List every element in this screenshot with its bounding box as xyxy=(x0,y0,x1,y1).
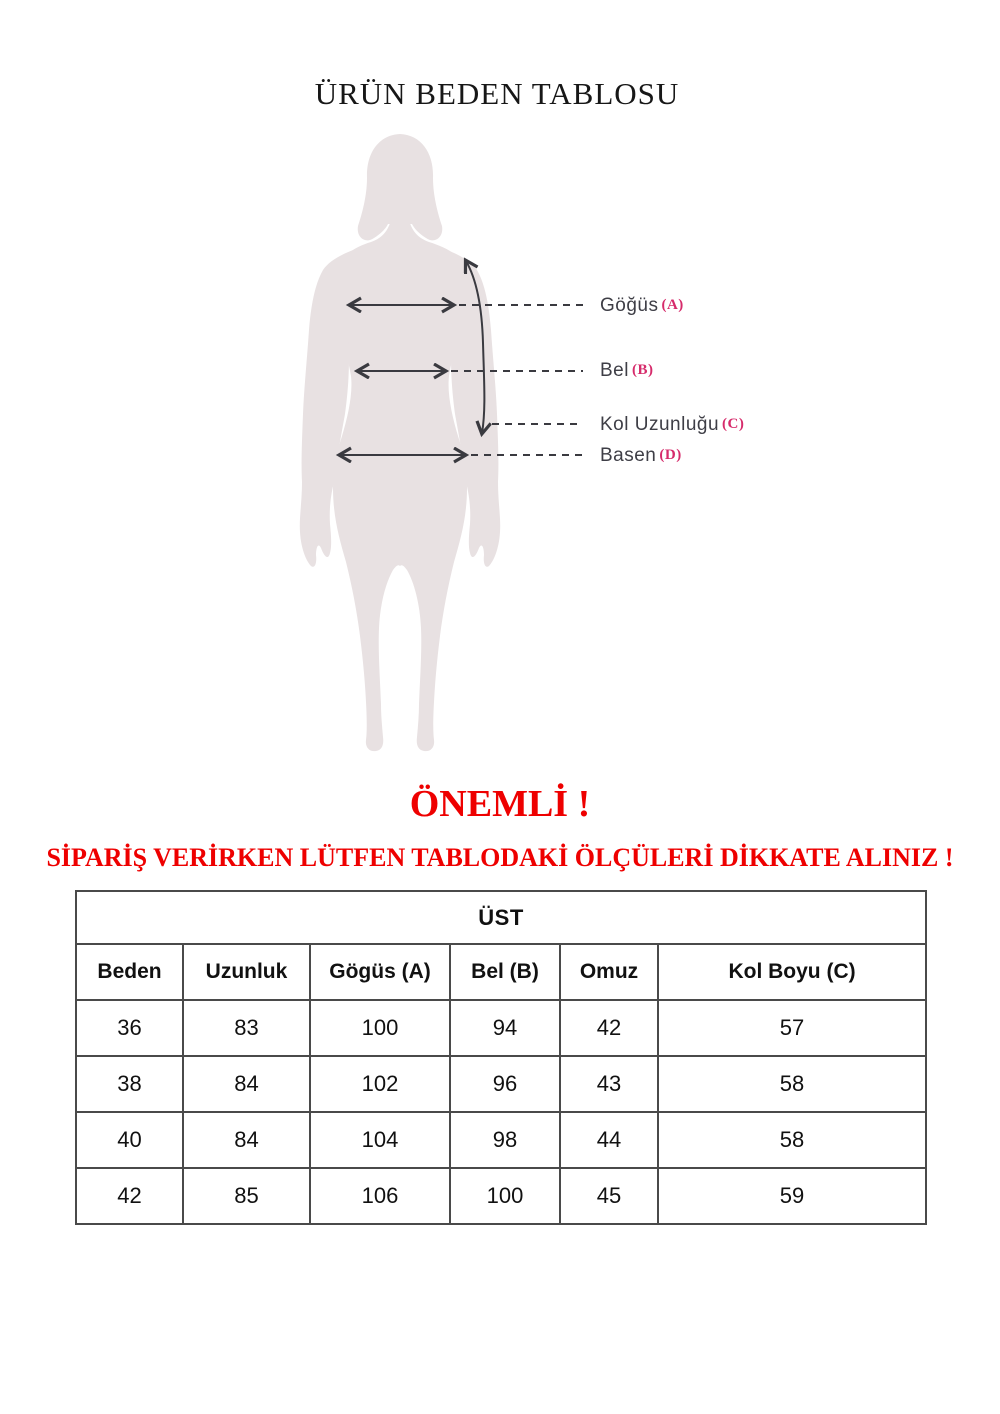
cell: 36 xyxy=(76,1000,183,1056)
cell: 43 xyxy=(560,1056,658,1112)
cell: 42 xyxy=(76,1168,183,1224)
col-header-bel: Bel (B) xyxy=(450,944,560,1000)
silhouette-torso-legs xyxy=(333,216,467,751)
cell: 104 xyxy=(310,1112,450,1168)
table-row-size-36 xyxy=(76,1000,926,1056)
cell: 98 xyxy=(450,1112,560,1168)
label-chest xyxy=(600,295,684,317)
cell: 106 xyxy=(310,1168,450,1224)
cell: 84 xyxy=(183,1056,310,1112)
cell: 94 xyxy=(450,1000,560,1056)
cell: 102 xyxy=(310,1056,450,1112)
col-header-beden: Beden xyxy=(76,944,183,1000)
female-body-silhouette xyxy=(300,134,500,751)
label-waist-text: Bel xyxy=(600,360,629,381)
cell: 58 xyxy=(658,1112,926,1168)
cell: 84 xyxy=(183,1112,310,1168)
label-chest-letter: (A) xyxy=(661,297,684,313)
size-table xyxy=(75,890,927,1225)
cell: 96 xyxy=(450,1056,560,1112)
measurement-diagram xyxy=(270,128,600,778)
label-waist xyxy=(600,360,653,382)
table-group-header-row xyxy=(76,891,926,944)
label-chest-text: Göğüs xyxy=(600,295,659,316)
col-header-gogus: Gögüs (A) xyxy=(310,944,450,1000)
col-header-kol-boyu: Kol Boyu (C) xyxy=(658,944,926,1000)
cell: 45 xyxy=(560,1168,658,1224)
table-column-header-row xyxy=(76,944,926,1000)
table-row-size-40 xyxy=(76,1112,926,1168)
cell: 40 xyxy=(76,1112,183,1168)
label-arm-length-text: Kol Uzunluğu xyxy=(600,414,720,435)
label-hip xyxy=(600,445,682,467)
cell: 100 xyxy=(310,1000,450,1056)
important-heading: ÖNEMLİ ! xyxy=(409,783,591,825)
cell: 38 xyxy=(76,1056,183,1112)
cell: 83 xyxy=(183,1000,310,1056)
table-row-size-38 xyxy=(76,1056,926,1112)
table-group-header: ÜST xyxy=(76,891,926,944)
label-hip-letter: (D) xyxy=(659,447,682,463)
page-title: ÜRÜN BEDEN TABLOSU xyxy=(314,76,680,111)
label-arm-length-letter: (C) xyxy=(722,416,745,432)
cell: 58 xyxy=(658,1056,926,1112)
col-header-uzunluk: Uzunluk xyxy=(183,944,310,1000)
label-arm-length xyxy=(600,414,744,436)
cell: 100 xyxy=(450,1168,560,1224)
table-row-size-42 xyxy=(76,1168,926,1224)
label-waist-letter: (B) xyxy=(631,362,654,378)
cell: 44 xyxy=(560,1112,658,1168)
order-warning-text: SİPARİŞ VERİRKEN LÜTFEN TABLODAKİ ÖLÇÜLERİ DİKKATE ALINIZ ! xyxy=(46,843,954,872)
col-header-omuz: Omuz xyxy=(560,944,658,1000)
cell: 57 xyxy=(658,1000,926,1056)
cell: 59 xyxy=(658,1168,926,1224)
cell: 85 xyxy=(183,1168,310,1224)
cell: 42 xyxy=(560,1000,658,1056)
label-hip-text: Basen xyxy=(600,445,657,466)
